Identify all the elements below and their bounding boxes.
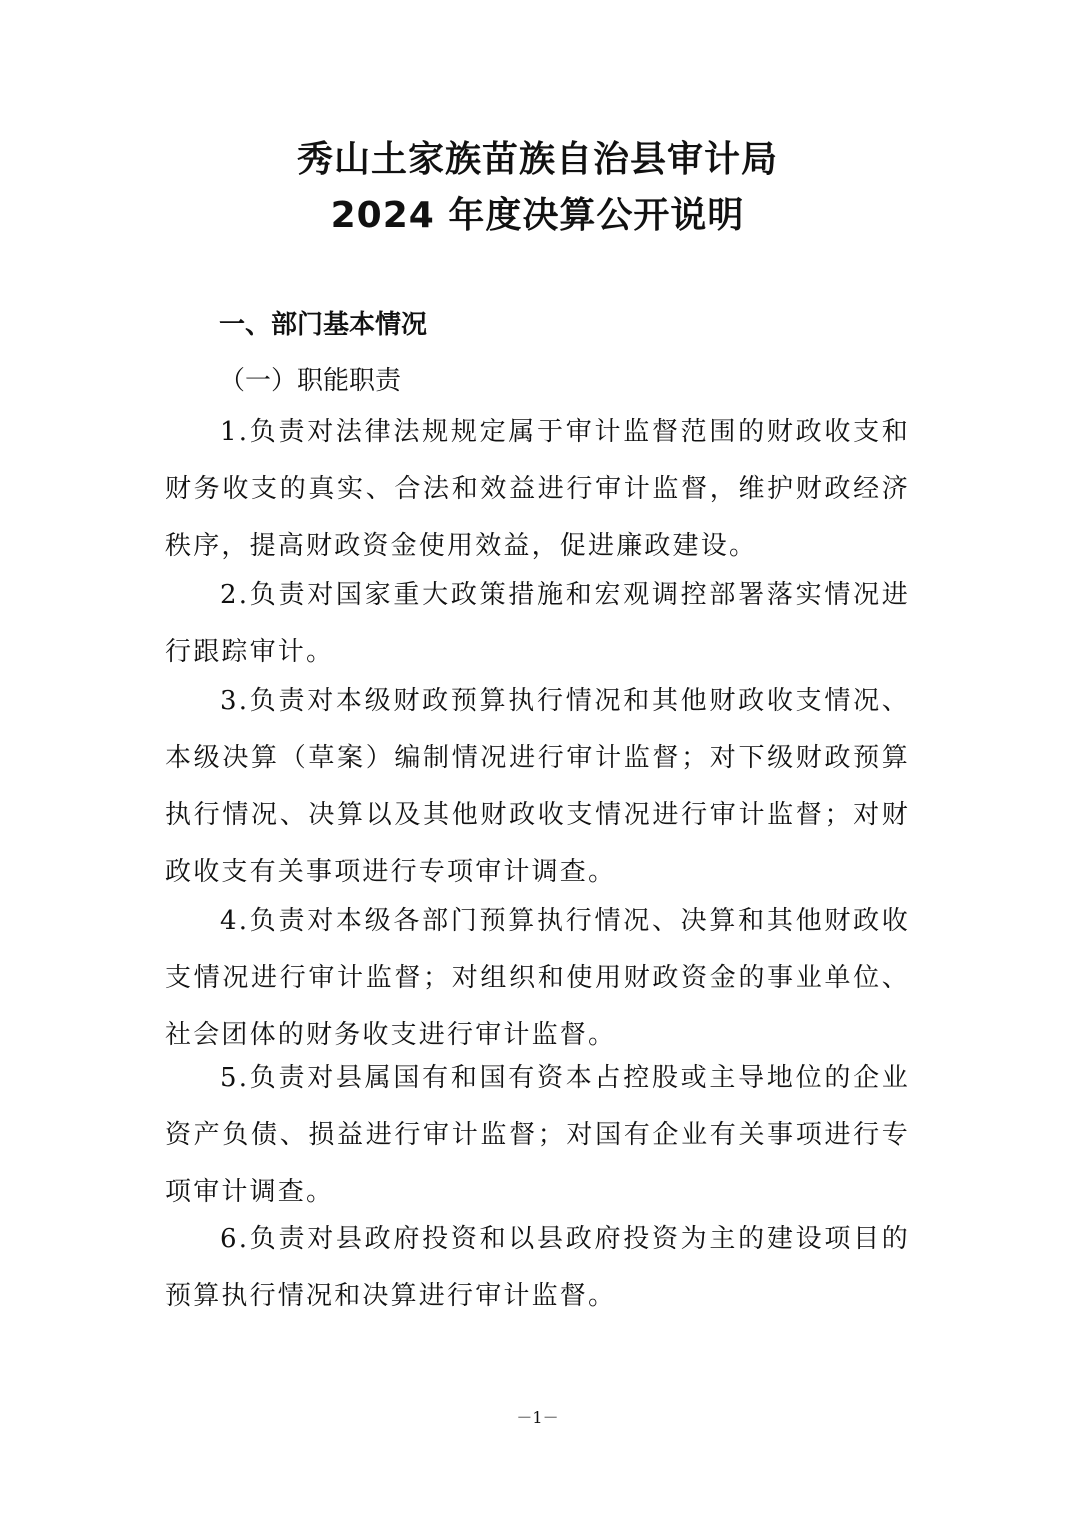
paragraph-1: 1.负责对法律法规规定属于审计监督范围的财政收支和财务收支的真实、合法和效益进行审计监督，维护财政经济秩序，提高财政资金使用效益，促进廉政建设。 [165,417,910,561]
paragraph-6: 6.负责对县政府投资和以县政府投资为主的建设项目的预算执行情况和决算进行审计监督。 [165,1224,910,1311]
document-title-line-2: 2024 年度决算公开说明 [330,195,745,236]
paragraph-3: 3.负责对本级财政预算执行情况和其他财政收支情况、本级决算（草案）编制情况进行审计监督；对下级财政预算执行情况、决算以及其他财政收支情况进行审计监督；对财政收支有关事项进行专项审计调查。 [165,686,910,887]
page-number: －1－ [516,1408,559,1427]
section-heading: 一、部门基本情况 [219,310,428,340]
paragraph-2: 2.负责对国家重大政策措施和宏观调控部署落实情况进行跟踪审计。 [165,580,910,667]
paragraph-4: 4.负责对本级各部门预算执行情况、决算和其他财政收支情况进行审计监督；对组织和使用财政资金的事业单位、社会团体的财务收支进行审计监督。 [165,906,910,1050]
subsection-heading: （一）职能职责 [219,366,402,396]
paragraph-5: 5.负责对县属国有和国有资本占控股或主导地位的企业资产负债、损益进行审计监督；对国有企业有关事项进行专项审计调查。 [165,1063,910,1207]
document-title-line-1: 秀山土家族苗族自治县审计局 [296,139,778,180]
